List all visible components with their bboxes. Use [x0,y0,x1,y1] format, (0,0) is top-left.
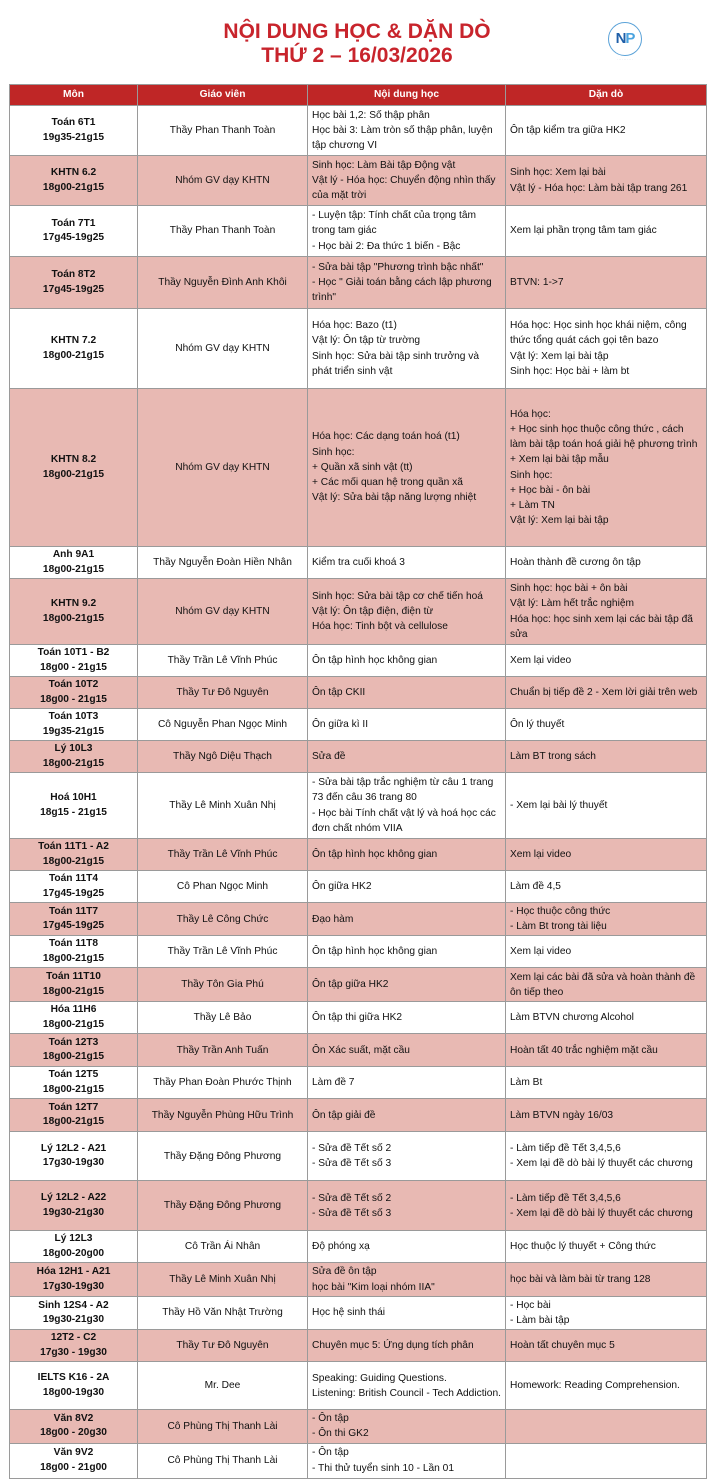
cell-giao-vien: Thầy Đặng Đông Phương [138,1132,308,1181]
cell-noi-dung: Chuyên mục 5: Ứng dụng tích phân [308,1330,506,1362]
cell-noi-dung: - Sửa đề Tết số 2 - Sửa đề Tết số 3 [308,1132,506,1181]
table-row [10,839,707,871]
cell-mon: Hoá 10H1 18g15 - 21g15 [10,773,138,839]
cell-dan-do: Làm đề 4,5 [506,871,707,903]
table-header-row [10,85,707,106]
cell-dan-do: Ôn tập kiểm tra giữa HK2 [506,106,707,156]
logo [600,22,650,64]
table-row [10,677,707,709]
cell-noi-dung: Ôn tập giải đề [308,1099,506,1132]
cell-dan-do: Làm BTVN ngày 16/03 [506,1099,707,1132]
table-row [10,1330,707,1362]
cell-noi-dung: Sửa đề ôn tập học bài "Kim loại nhóm IIA" [308,1263,506,1296]
cell-giao-vien: Thầy Trần Lê Vĩnh Phúc [138,936,308,968]
table-row [10,968,707,1002]
cell-dan-do: Xem lại video [506,936,707,968]
cell-dan-do: Học thuộc lý thuyết + Công thức [506,1231,707,1263]
table-row [10,903,707,936]
cell-noi-dung: Ôn tập hình học không gian [308,839,506,871]
cell-mon: Toán 10T3 19g35-21g15 [10,709,138,741]
cell-giao-vien: Thầy Tôn Gia Phú [138,968,308,1002]
title-line-1: NỘI DUNG HỌC & DẶN DÒ [223,20,491,43]
cell-noi-dung: - Ôn tập - Ôn thi GK2 [308,1410,506,1443]
cell-mon: Hóa 12H1 - A21 17g30-19g30 [10,1263,138,1296]
cell-mon: 12T2 - C2 17g30 - 19g30 [10,1330,138,1362]
cell-dan-do: Homework: Reading Comprehension. [506,1362,707,1410]
table-row [10,1067,707,1099]
title-line-2: THỨ 2 – 16/03/2026 [261,44,453,67]
cell-dan-do: Hóa học: Học sinh học khái niệm, công thức tổng quát cách gọi tên bazo Vật lý: Xem lại bài tập Sinh học: Học bài + làm bt [506,309,707,389]
cell-dan-do: Hóa học: + Học sinh học thuộc công thức , cách làm bài tập toán hoá giải hệ phương trình + Xem lại bài tập mẫu Sinh học: + Học bài - ôn bài + Làm TN Vật lý: Xem lại bài tập [506,389,707,547]
schedule-table [9,84,707,1479]
cell-dan-do: Hoàn tất 40 trắc nghiệm mặt cầu [506,1034,707,1067]
cell-dan-do: - Xem lại bài lý thuyết [506,773,707,839]
cell-noi-dung: Sửa đề [308,741,506,773]
table-row [10,773,707,839]
cell-mon: KHTN 9.2 18g00-21g15 [10,579,138,645]
cell-noi-dung: Ôn Xác suất, mặt cầu [308,1034,506,1067]
cell-giao-vien: Cô Phan Ngọc Minh [138,871,308,903]
cell-mon: Toán 8T2 17g45-19g25 [10,257,138,309]
cell-giao-vien: Thầy Phan Thanh Toàn [138,106,308,156]
cell-mon: Toán 11T4 17g45-19g25 [10,871,138,903]
cell-noi-dung: Ôn tập hình học không gian [308,936,506,968]
logo-caption: . . . . . . . . . . [617,57,633,61]
cell-giao-vien: Thầy Trần Anh Tuấn [138,1034,308,1067]
cell-noi-dung: Sinh học: Làm Bài tập Động vật Vật lý - Hóa học: Chuyển động nhìn thấy của mặt trời [308,156,506,206]
cell-dan-do: Chuẩn bị tiếp đề 2 - Xem lời giải trên web [506,677,707,709]
table-row [10,547,707,579]
cell-mon: Văn 8V2 18g00 - 20g30 [10,1410,138,1443]
cell-dan-do: - Học thuộc công thức - Làm Bt trong tài liệu [506,903,707,936]
table-row [10,741,707,773]
cell-mon: Toán 12T3 18g00-21g15 [10,1034,138,1067]
table-row [10,1132,707,1181]
cell-noi-dung: Ôn tập thi giữa HK2 [308,1002,506,1034]
cell-giao-vien: Thầy Hồ Văn Nhật Trường [138,1296,308,1329]
cell-mon: Lý 12L3 18g00-20g00 [10,1231,138,1263]
cell-giao-vien: Thầy Tư Đô Nguyên [138,677,308,709]
column-header-mon: Môn [10,85,138,106]
cell-noi-dung: Speaking: Guiding Questions. Listening: British Council - Tech Addiction. [308,1362,506,1410]
table-row [10,1296,707,1329]
cell-giao-vien: Thầy Lê Minh Xuân Nhị [138,773,308,839]
cell-noi-dung: - Sửa bài tập "Phương trình bậc nhất" - Học " Giải toán bằng cách lập phương trình" [308,257,506,309]
column-header-giao-vien: Giáo viên [138,85,308,106]
table-row [10,1362,707,1410]
cell-mon: Sinh 12S4 - A2 19g30-21g30 [10,1296,138,1329]
table-row [10,1181,707,1231]
cell-mon: Toán 7T1 17g45-19g25 [10,206,138,257]
cell-giao-vien: Thầy Lê Minh Xuân Nhị [138,1263,308,1296]
cell-mon: Hóa 11H6 18g00-21g15 [10,1002,138,1034]
cell-dan-do: - Làm tiếp đề Tết 3,4,5,6 - Xem lại đề dò bài lý thuyết các chương [506,1181,707,1231]
table-row [10,206,707,257]
table-row [10,645,707,677]
cell-noi-dung: Ôn tập CKII [308,677,506,709]
cell-mon: Toán 12T5 18g00-21g15 [10,1067,138,1099]
cell-dan-do: Hoàn thành đề cương ôn tập [506,547,707,579]
table-row [10,1034,707,1067]
cell-dan-do: học bài và làm bài từ trang 128 [506,1263,707,1296]
cell-mon: KHTN 8.2 18g00-21g15 [10,389,138,547]
cell-noi-dung: Ôn giữa kì II [308,709,506,741]
cell-giao-vien: Nhóm GV dạy KHTN [138,579,308,645]
table-row [10,309,707,389]
cell-dan-do: Xem lại video [506,645,707,677]
cell-mon: IELTS K16 - 2A 18g00-19g30 [10,1362,138,1410]
cell-giao-vien: Thầy Nguyễn Phùng Hữu Trình [138,1099,308,1132]
cell-noi-dung: - Ôn tập - Thi thử tuyển sinh 10 - Lần 01 [308,1443,506,1478]
table-row [10,936,707,968]
table-row [10,1443,707,1478]
table-row [10,709,707,741]
cell-mon: Lý 12L2 - A22 19g30-21g30 [10,1181,138,1231]
cell-dan-do: - Làm tiếp đề Tết 3,4,5,6 - Xem lại đề dò bài lý thuyết các chương [506,1132,707,1181]
cell-giao-vien: Thầy Phan Thanh Toàn [138,206,308,257]
cell-mon: KHTN 6.2 18g00-21g15 [10,156,138,206]
cell-giao-vien: Thầy Ngô Diệu Thạch [138,741,308,773]
cell-giao-vien: Thầy Nguyễn Đình Anh Khôi [138,257,308,309]
cell-dan-do [506,1410,707,1443]
table-row [10,1410,707,1443]
cell-giao-vien: Thầy Đặng Đông Phương [138,1181,308,1231]
cell-noi-dung: Ôn tập giữa HK2 [308,968,506,1002]
cell-noi-dung: Hóa học: Các dạng toán hoá (t1) Sinh học: + Quần xã sinh vật (tt) + Các mối quan hệ trong quần xã Vật lý: Sửa bài tập năng lượng nhiệt [308,389,506,547]
cell-noi-dung: Kiểm tra cuối khoá 3 [308,547,506,579]
cell-noi-dung: Đạo hàm [308,903,506,936]
cell-dan-do: Sinh học: Xem lại bài Vật lý - Hóa học: Làm bài tập trang 261 [506,156,707,206]
cell-noi-dung: Độ phóng xạ [308,1231,506,1263]
cell-giao-vien: Thầy Trần Lê Vĩnh Phúc [138,645,308,677]
cell-giao-vien: Thầy Nguyễn Đoàn Hiền Nhân [138,547,308,579]
cell-noi-dung: - Sửa đề Tết số 2 - Sửa đề Tết số 3 [308,1181,506,1231]
table-row [10,1231,707,1263]
cell-giao-vien: Thầy Lê Bảo [138,1002,308,1034]
cell-noi-dung: Làm đề 7 [308,1067,506,1099]
cell-noi-dung: Ôn giữa HK2 [308,871,506,903]
cell-mon: Lý 12L2 - A21 17g30-19g30 [10,1132,138,1181]
cell-mon: Toán 11T7 17g45-19g25 [10,903,138,936]
cell-dan-do: Làm Bt [506,1067,707,1099]
cell-giao-vien: Cô Nguyễn Phan Ngọc Minh [138,709,308,741]
cell-mon: Văn 9V2 18g00 - 21g00 [10,1443,138,1478]
cell-giao-vien: Nhóm GV dạy KHTN [138,389,308,547]
cell-noi-dung: Hóa học: Bazo (t1) Vật lý: Ôn tập từ trường Sinh học: Sửa bài tập sinh trưởng và phát triển sinh vật [308,309,506,389]
cell-noi-dung: - Sửa bài tập trắc nghiệm từ câu 1 trang 73 đến câu 36 trang 80 - Học bài Tính chất vật lý và hoá học các đơn chất nhóm VIIA [308,773,506,839]
cell-mon: KHTN 7.2 18g00-21g15 [10,309,138,389]
cell-dan-do: Ôn lý thuyết [506,709,707,741]
cell-giao-vien: Cô Phùng Thị Thanh Lài [138,1410,308,1443]
cell-dan-do: Làm BTVN chương Alcohol [506,1002,707,1034]
cell-mon: Toán 11T1 - A2 18g00-21g15 [10,839,138,871]
cell-mon: Lý 10L3 18g00-21g15 [10,741,138,773]
table-row [10,106,707,156]
table-row [10,1099,707,1132]
cell-dan-do: Xem lại các bài đã sửa và hoàn thành đề ôn tiếp theo [506,968,707,1002]
cell-noi-dung: - Luyện tập: Tính chất của trọng tâm trong tam giác - Học bài 2: Đa thức 1 biến - Bậc [308,206,506,257]
cell-mon: Anh 9A1 18g00-21g15 [10,547,138,579]
cell-dan-do: Xem lại video [506,839,707,871]
cell-giao-vien: Cô Trần Ái Nhân [138,1231,308,1263]
cell-dan-do: Hoàn tất chuyên mục 5 [506,1330,707,1362]
table-row [10,579,707,645]
cell-giao-vien: Nhóm GV dạy KHTN [138,156,308,206]
cell-mon: Toán 6T1 19g35-21g15 [10,106,138,156]
cell-dan-do: - Học bài - Làm bài tập [506,1296,707,1329]
table-row [10,1263,707,1296]
cell-noi-dung: Sinh học: Sửa bài tập cơ chế tiến hoá Vật lý: Ôn tập điện, điện từ Hóa học: Tinh bột và cellulose [308,579,506,645]
cell-mon: Toán 10T2 18g00 - 21g15 [10,677,138,709]
cell-dan-do [506,1443,707,1478]
column-header-noi-dung: Nội dung học [308,85,506,106]
cell-dan-do: BTVN: 1->7 [506,257,707,309]
cell-giao-vien: Thầy Lê Công Chức [138,903,308,936]
cell-giao-vien: Thầy Trần Lê Vĩnh Phúc [138,839,308,871]
cell-noi-dung: Học bài 1,2: Số thập phân Học bài 3: Làm tròn số thập phân, luyện tập chương VI [308,106,506,156]
cell-giao-vien: Thầy Phan Đoàn Phước Thịnh [138,1067,308,1099]
table-row [10,257,707,309]
cell-giao-vien: Mr. Dee [138,1362,308,1410]
cell-giao-vien: Thầy Tư Đô Nguyên [138,1330,308,1362]
cell-mon: Toán 11T10 18g00-21g15 [10,968,138,1002]
cell-mon: Toán 11T8 18g00-21g15 [10,936,138,968]
cell-giao-vien: Nhóm GV dạy KHTN [138,309,308,389]
cell-mon: Toán 10T1 - B2 18g00 - 21g15 [10,645,138,677]
table-row [10,1002,707,1034]
cell-dan-do: Làm BT trong sách [506,741,707,773]
table-row [10,871,707,903]
cell-dan-do: Xem lại phần trọng tâm tam giác [506,206,707,257]
cell-giao-vien: Cô Phùng Thị Thanh Lài [138,1443,308,1478]
cell-dan-do: Sinh học: học bài + ôn bài Vật lý: Làm hết trắc nghiệm Hóa học: học sinh xem lại các bài tập đã sửa [506,579,707,645]
table-row [10,156,707,206]
cell-noi-dung: Học hệ sinh thái [308,1296,506,1329]
table-row [10,389,707,547]
logo-mark: NP [608,22,642,56]
cell-noi-dung: Ôn tập hình học không gian [308,645,506,677]
cell-mon: Toán 12T7 18g00-21g15 [10,1099,138,1132]
column-header-dan-do: Dặn dò [506,85,707,106]
